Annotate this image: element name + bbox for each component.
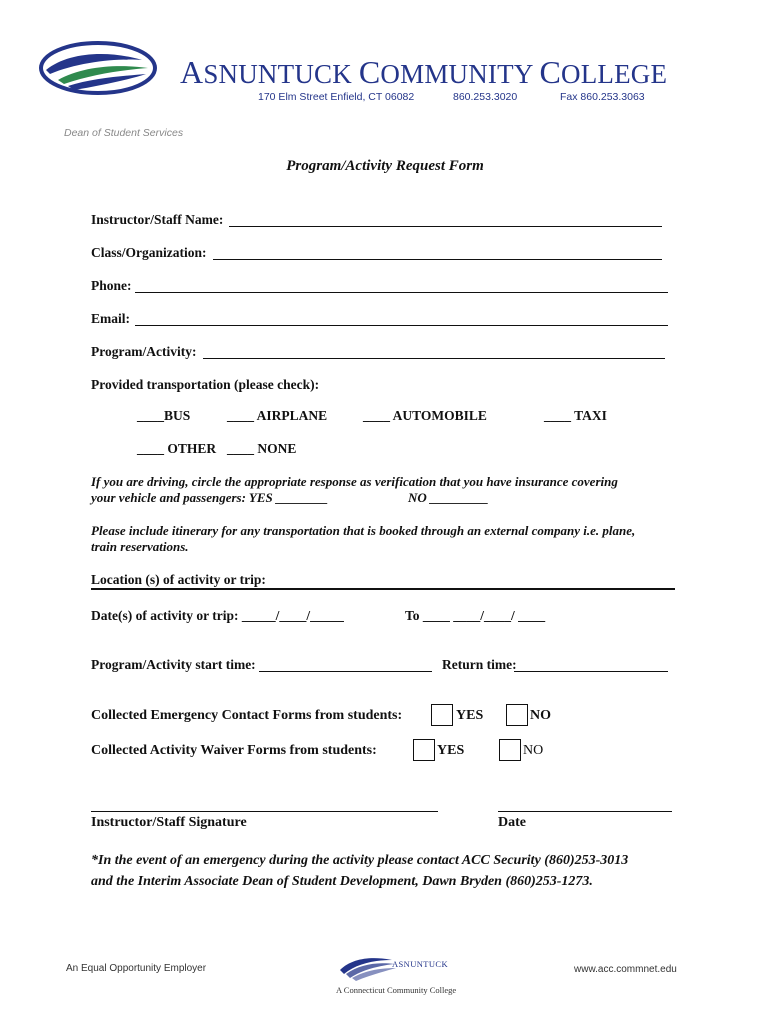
footer-tagline: A Connecticut Community College	[336, 985, 457, 995]
college-fax: Fax 860.253.3063	[560, 91, 645, 103]
driving-note-yes[interactable]: your vehicle and passengers: YES ________	[91, 490, 329, 505]
signature-field[interactable]	[91, 811, 438, 812]
transport-airplane[interactable]: ____ AIRPLANE	[227, 408, 328, 423]
phone-label: Phone:	[91, 278, 132, 293]
itinerary-note-line2: train reservations.	[91, 539, 189, 554]
class-org-field[interactable]	[213, 259, 662, 260]
date-field[interactable]	[498, 811, 672, 812]
phone-field[interactable]	[135, 292, 668, 293]
email-field[interactable]	[135, 325, 668, 326]
start-time-label: Program/Activity start time:	[91, 657, 256, 672]
program-label: Program/Activity:	[91, 344, 197, 359]
driving-note-no[interactable]: NO _________	[408, 490, 489, 505]
instructor-field[interactable]	[229, 226, 662, 227]
emergency-forms-label: Collected Emergency Contact Forms from students:	[91, 708, 403, 723]
waiver-forms-no-label: NO	[523, 743, 544, 758]
driving-note-line1: If you are driving, circle the appropriate response as verification that you have insurance covering	[91, 474, 618, 489]
dates-label[interactable]: Date(s) of activity or trip: _____/____/_____	[91, 608, 344, 623]
emergency-note	[91, 850, 628, 892]
emergency-forms-yes-label: YES	[456, 708, 484, 723]
email-label: Email:	[91, 311, 130, 326]
college-name: ASNUNTUCK COMMUNITY COLLEGE	[180, 54, 668, 90]
return-time-label: Return time:	[442, 657, 517, 672]
waiver-forms-no-checkbox[interactable]	[499, 739, 521, 761]
transport-taxi[interactable]: ____ TAXI	[544, 408, 607, 423]
dates-to[interactable]: To ____ ____/____/ ____	[405, 608, 546, 623]
start-time-field[interactable]	[259, 671, 432, 672]
college-phone: 860.253.3020	[453, 91, 518, 103]
emergency-note-line2: and the Interim Associate Dean of Student Development, Dawn Bryden (860)253-1273.	[91, 874, 593, 889]
transport-automobile[interactable]: ____ AUTOMOBILE	[363, 408, 487, 423]
emergency-note-line1: *In the event of an emergency during the activity please contact ACC Security (860)253-3013	[91, 853, 629, 868]
emergency-forms-no-label: NO	[530, 708, 551, 723]
transport-none[interactable]: ____ NONE	[227, 441, 297, 456]
footer-logo-name: ASNUNTUCK	[392, 959, 449, 969]
college-logo	[38, 40, 158, 96]
date-label: Date	[498, 815, 526, 830]
instructor-label: Instructor/Staff Name:	[91, 212, 224, 227]
equal-opportunity-text: An Equal Opportunity Employer	[66, 963, 207, 974]
emergency-forms-no-checkbox[interactable]	[506, 704, 528, 726]
department-label: Dean of Student Services	[64, 127, 184, 139]
website-link[interactable]: www.acc.commnet.edu	[574, 964, 677, 975]
emergency-forms-yes-checkbox[interactable]	[431, 704, 453, 726]
location-field[interactable]	[91, 588, 675, 590]
return-time-field[interactable]	[514, 671, 668, 672]
college-address: 170 Elm Street Enfield, CT 06082	[258, 91, 415, 103]
waiver-forms-yes-checkbox[interactable]	[413, 739, 435, 761]
transport-other[interactable]: ____ OTHER	[137, 441, 217, 456]
transport-heading: Provided transportation (please check):	[91, 377, 320, 392]
signature-label: Instructor/Staff Signature	[91, 815, 247, 830]
itinerary-note-line1: Please include itinerary for any transportation that is booked through an external company i.e. plane,	[91, 523, 636, 538]
transport-bus[interactable]: ____BUS	[137, 408, 191, 423]
class-org-label: Class/Organization:	[91, 245, 207, 260]
form-title: Program/Activity Request Form	[286, 158, 484, 174]
waiver-forms-label: Collected Activity Waiver Forms from students:	[91, 743, 377, 758]
waiver-forms-yes-label: YES	[437, 743, 465, 758]
program-field[interactable]	[203, 358, 665, 359]
location-label: Location (s) of activity or trip:	[91, 572, 266, 587]
